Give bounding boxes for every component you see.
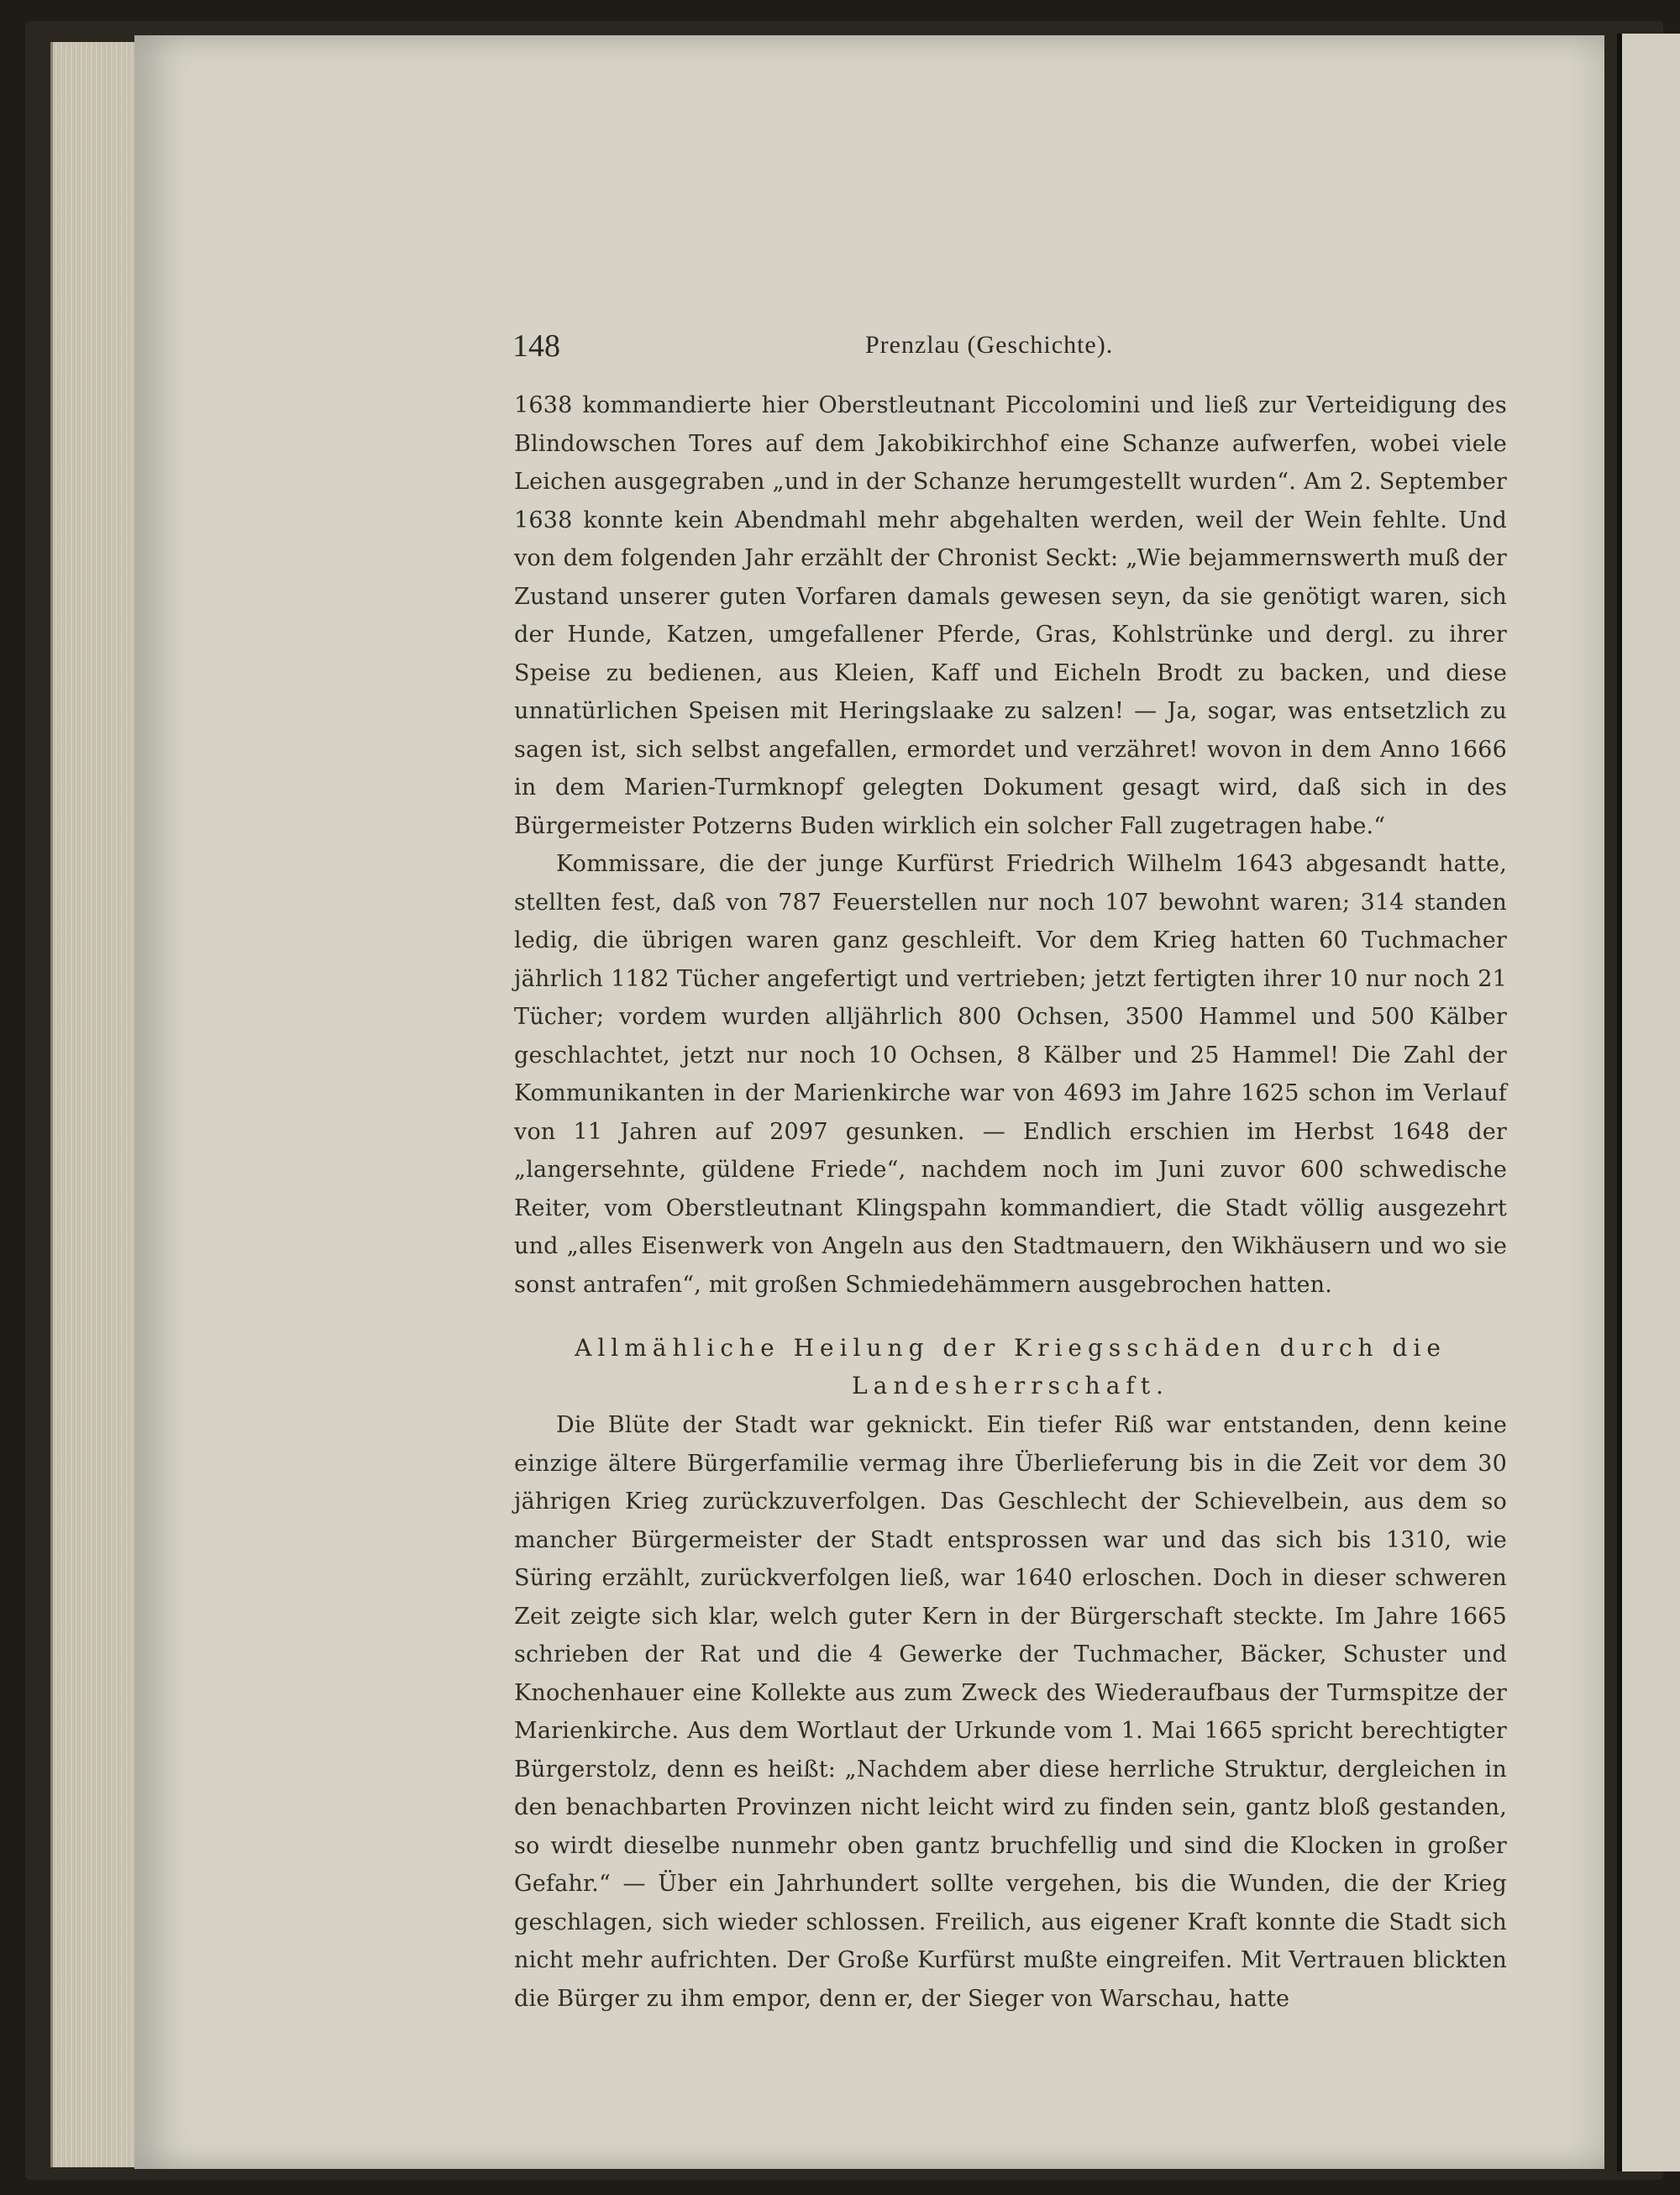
paragraph-2: Kommissare, die der junge Kurfürst Friedrich Wilhelm 1643 abgesandt hatte, stellten fest, daß von 787 Feuerstellen nur noch 107 bewohnt waren; 314 standen ledig, die übrigen waren ganz geschleift. Vor dem Krieg hatten 60 Tuchmacher jährlich 1182 Tücher angefertigt und vertrieben; jetzt fertigten ihrer 10 nur noch 21 Tücher; vordem wurden alljährlich 800 Ochsen, 3500 Hammel und 500 Kälber geschlachtet, jetzt nur noch 10 Ochsen, 8 Kälber und 25 Hammel! Die Zahl der Kommunikanten in der Marienkirche war von 4693 im Jahre 1625 schon im Verlauf von 11 Jahren auf 2097 gesunken. — Endlich erschien im Herbst 1648 der „langersehnte, güldene Friede“, nachdem noch im Juni zuvor 600 schwedische Reiter, vom Oberstleutnant Klingspahn kommandiert, die Stadt völlig ausgezehrt und „alles Eisenwerk von Angeln aus den Stadtmauern, den Wikhäusern und wo sie sonst antrafen“, mit großen Schmiedehämmern ausgebrochen hatten. — [514, 851, 1507, 1298]
page-number: 148 — [512, 328, 560, 364]
section-heading-line-2: Landesherrschaft. — [852, 1372, 1169, 1399]
section-heading — [514, 1329, 1507, 1405]
body-text — [514, 386, 1507, 2018]
paragraph-1: 1638 kommandierte hier Oberstleutnant Piccolomini und ließ zur Verteidigung des Blindowschen Tores auf dem Jakobikirchhof eine Schanze aufwerfen, wobei viele Leichen ausgegraben „und in der Schanze herumgestellt wurden“. Am 2. September 1638 konnte kein Abendmahl mehr abgehalten werden, weil der Wein fehlte. Und von dem folgenden Jahr erzählt der Chronist Seckt: „Wie bejammernswerth muß der Zustand unserer guten Vorfaren damals gewesen seyn, da sie genötigt waren, sich der Hunde, Katzen, umgefallener Pferde, Gras, Kohlstrünke und dergl. zu ihrer Speise zu bedienen, aus Kleien, Kaff und Eicheln Brodt zu backen, und diese unnatürlichen Speisen mit Heringslaake zu salzen! — Ja, sogar, was entsetzlich zu sagen ist, sich selbst angefallen, ermordet und verzähret! wovon in dem Anno 1666 in dem Marien-Turmknopf gelegten Dokument gesagt wird, daß sich in des Bürgermeister Potzerns Buden wirklich ein solcher Fall zugetragen habe.“ — [514, 392, 1507, 839]
page-header — [512, 328, 1512, 378]
facing-page-edge — [1617, 34, 1680, 2171]
running-title: Prenzlau (Geschichte). — [865, 331, 1114, 359]
paragraph-3: Die Blüte der Stadt war geknickt. Ein tiefer Riß war entstanden, denn keine einzige ältere Bürgerfamilie vermag ihre Überlieferung bis in die Zeit vor dem 30 jährigen Krieg zurückzuverfolgen. Das Geschlecht der Schievelbein, aus dem so mancher Bürgermeister der Stadt entsprossen war und das sich bis 1310, wie Süring erzählt, zurückverfolgen ließ, war 1640 erloschen. Doch in dieser schweren Zeit zeigte sich klar, welch guter Kern in der Bürgerschaft steckte. Im Jahre 1665 schrieben der Rat und die 4 Gewerke der Tuchmacher, Bäcker, Schuster und Knochenhauer eine Kollekte aus zum Zweck des Wiederaufbaus der Turmspitze der Marienkirche. Aus dem Wortlaut der Urkunde vom 1. Mai 1665 spricht berechtigter Bürgerstolz, denn es heißt: „Nachdem aber diese herrliche Struktur, dergleichen in den benachbarten Provinzen nicht leicht wird zu finden sein, gantz bloß gestanden, so wirdt dieselbe nunmehr oben gantz bruchfellig und sind die Klocken in großer Gefahr.“ — Über ein Jahrhundert sollte vergehen, bis die Wunden, die der Krieg geschlagen, sich wieder schlossen. Freilich, aus eigener Kraft konnte die Stadt sich nicht mehr aufrichten. Der Große Kurfürst mußte eingreifen. Mit Vertrauen blickten die Bürger zu ihm empor, denn er, der Sieger von Warschau, hatte — [514, 1412, 1507, 2012]
section-heading-line-1: Allmähliche Heilung der Kriegsschäden durch die — [575, 1334, 1446, 1362]
